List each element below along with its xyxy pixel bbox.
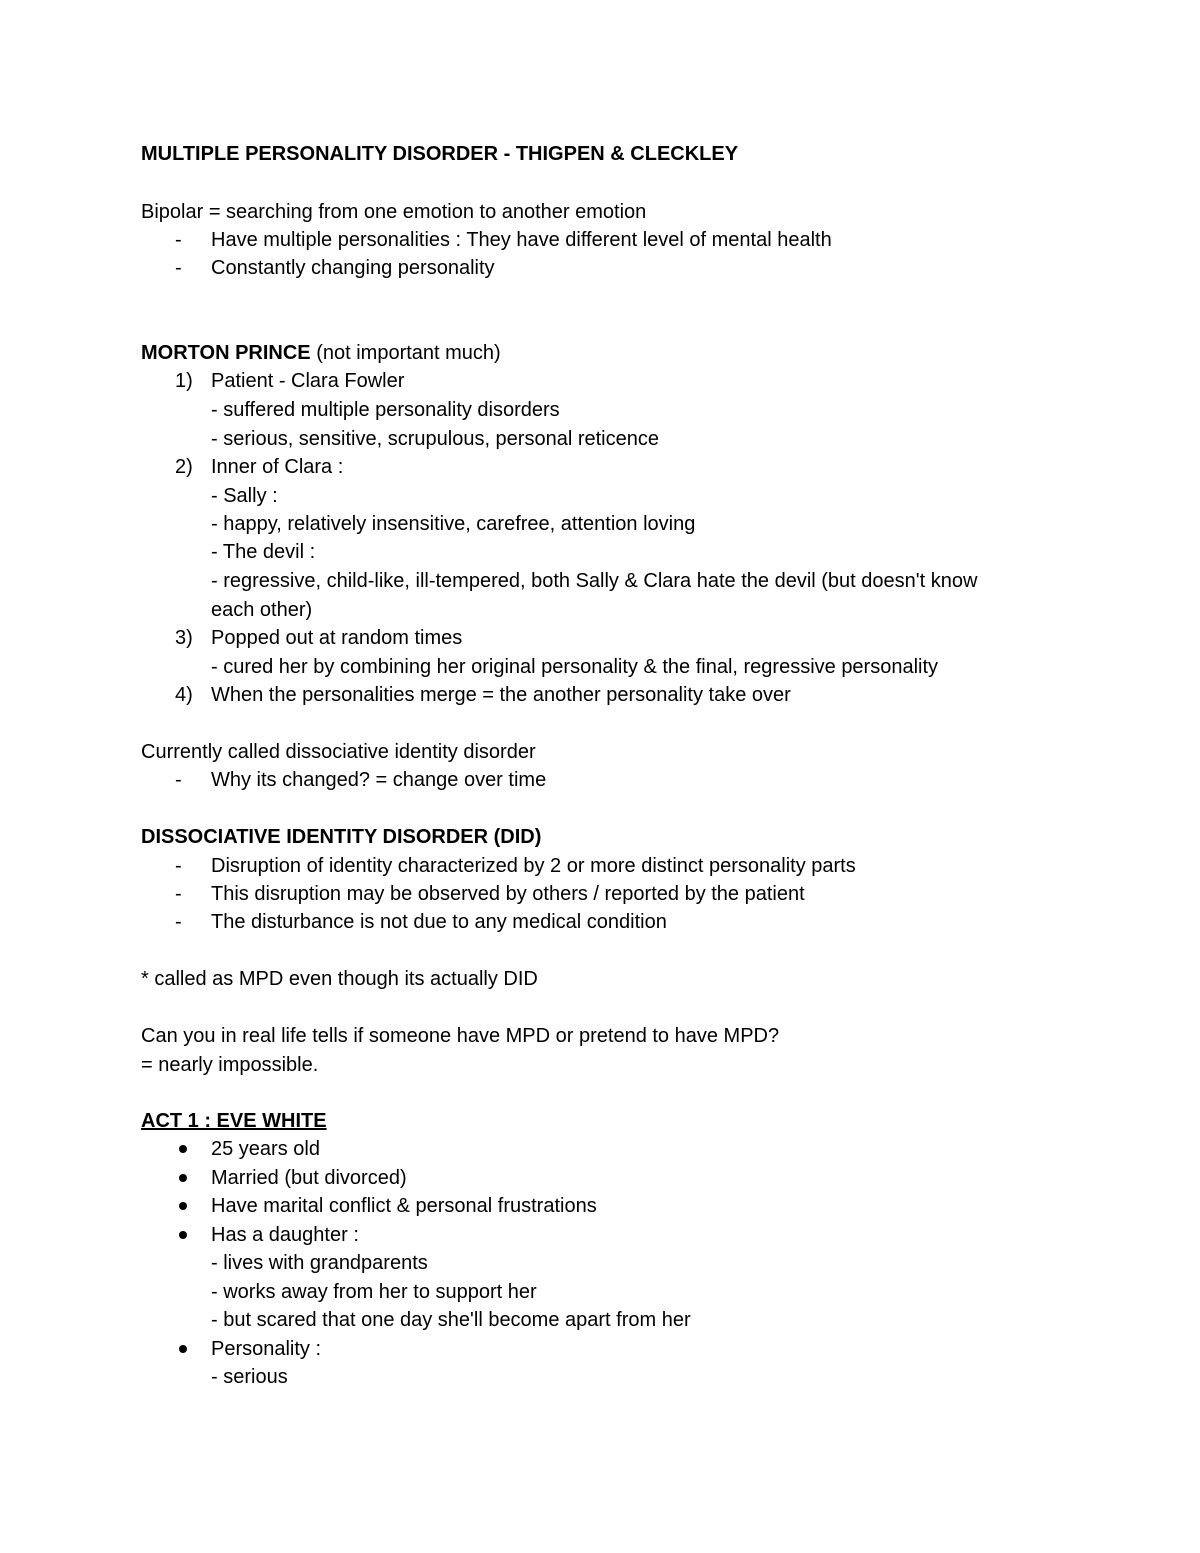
act1-bullet: 25 years old	[211, 1138, 320, 1160]
sub-item: - regressive, child-like, ill-tempered, both Sally & Clara hate the devil (but doesn't know	[211, 570, 978, 592]
sub-item: - The devil :	[211, 541, 316, 563]
sub-item: - but scared that one day she'll become apart from her	[211, 1309, 691, 1331]
act1-heading: ACT 1 : EVE WHITE	[141, 1110, 327, 1132]
did-bullet: This disruption may be observed by others / reported by the patient	[211, 883, 805, 905]
bullet-dot	[179, 1174, 187, 1182]
currently-line: Currently called dissociative identity disorder	[141, 741, 536, 763]
act1-bullet: Have marital conflict & personal frustrations	[211, 1195, 597, 1217]
list-number: 2)	[175, 456, 193, 478]
morton-heading: MORTON PRINCE	[141, 342, 311, 364]
intro-bullet: Have multiple personalities : They have different level of mental health	[211, 229, 832, 251]
sub-item: - works away from her to support her	[211, 1281, 537, 1303]
answer-line: = nearly impossible.	[141, 1054, 319, 1076]
dash-marker: -	[175, 769, 182, 791]
currently-bullet: Why its changed? = change over time	[211, 769, 547, 791]
note-line: * called as MPD even though its actually DID	[141, 968, 538, 990]
question-line: Can you in real life tells if someone have MPD or pretend to have MPD?	[141, 1025, 780, 1047]
sub-item: - happy, relatively insensitive, carefree, attention loving	[211, 513, 696, 535]
bullet-dot	[179, 1202, 187, 1210]
sub-item: - cured her by combining her original personality & the final, regressive personality	[211, 656, 939, 678]
intro-line: Bipolar = searching from one emotion to another emotion	[141, 201, 647, 223]
sub-item: - serious	[211, 1366, 288, 1388]
dash-marker: -	[175, 257, 182, 279]
list-number: 1)	[175, 370, 193, 392]
list-number: 3)	[175, 627, 193, 649]
bullet-dot	[179, 1145, 187, 1153]
document-title: MULTIPLE PERSONALITY DISORDER - THIGPEN & CLECKLEY	[141, 143, 739, 165]
morton-heading-note: (not important much)	[316, 342, 501, 364]
did-bullet: Disruption of identity characterized by 2 or more distinct personality parts	[211, 855, 856, 877]
dash-marker: -	[175, 883, 182, 905]
dash-marker: -	[175, 855, 182, 877]
act1-bullet: Married (but divorced)	[211, 1167, 407, 1189]
bullet-dot	[179, 1231, 187, 1239]
act1-bullet: Personality :	[211, 1338, 322, 1360]
sub-item: - serious, sensitive, scrupulous, personal reticence	[211, 428, 659, 450]
list-item: Patient - Clara Fowler	[211, 370, 405, 392]
did-heading: DISSOCIATIVE IDENTITY DISORDER (DID)	[141, 826, 542, 848]
morton-heading-line	[141, 341, 501, 365]
list-item: Inner of Clara :	[211, 456, 344, 478]
intro-bullet: Constantly changing personality	[211, 257, 495, 279]
sub-item: - lives with grandparents	[211, 1252, 428, 1274]
sub-item: - Sally :	[211, 485, 278, 507]
sub-item: each other)	[211, 599, 313, 621]
did-bullet: The disturbance is not due to any medical condition	[211, 911, 667, 933]
list-item: Popped out at random times	[211, 627, 463, 649]
dash-marker: -	[175, 911, 182, 933]
list-number: 4)	[175, 684, 193, 706]
list-item: When the personalities merge = the another personality take over	[211, 684, 791, 706]
dash-marker: -	[175, 229, 182, 251]
act1-bullet: Has a daughter :	[211, 1224, 359, 1246]
sub-item: - suffered multiple personality disorders	[211, 399, 560, 421]
bullet-dot	[179, 1345, 187, 1353]
